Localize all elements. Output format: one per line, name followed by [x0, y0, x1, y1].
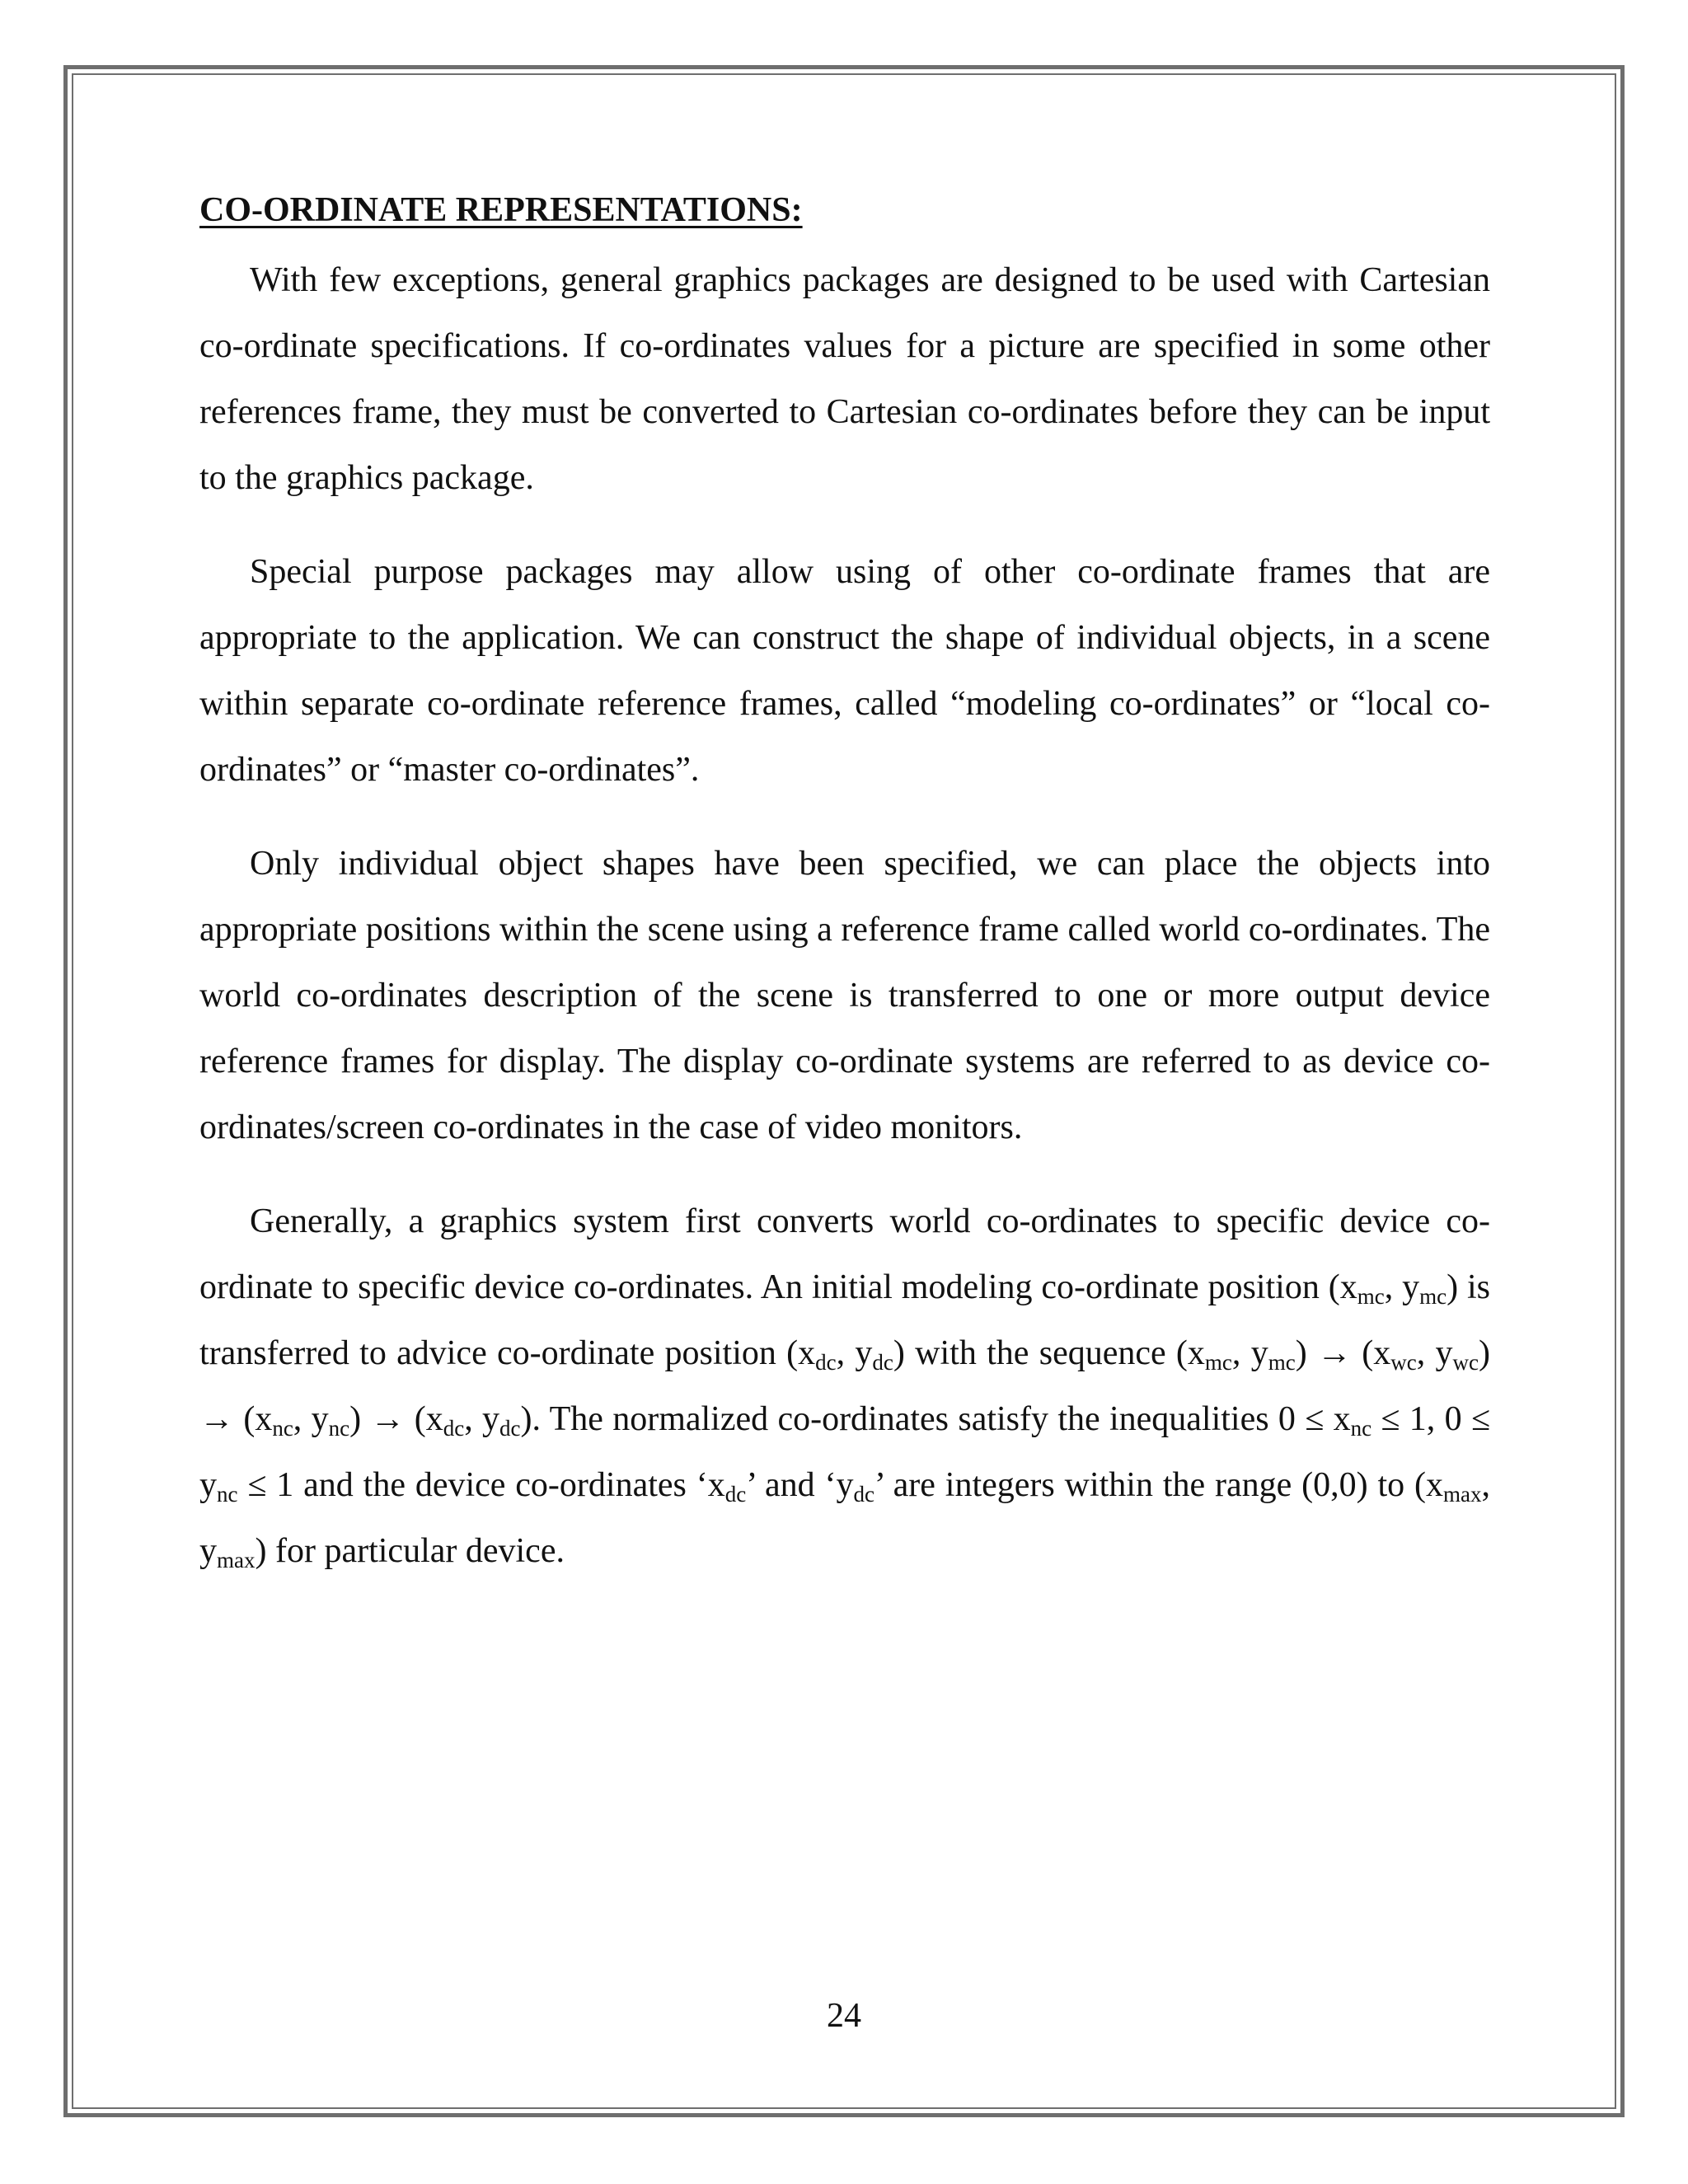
paragraph-3: Only individual object shapes have been specified, we can place the objects into appropriate positions within the scene using a reference frame called world co-ordinates. The world co-ordinates description of the scene is transferred to one or more output device reference frames for display. The display co-ordinate systems are referred to as device co-ordinates/screen co-ordinates in the case of video monitors. — [199, 844, 1490, 1146]
math-subscript: mc — [1268, 1349, 1296, 1375]
math-subscript: dc — [724, 1481, 747, 1507]
math-subscript: nc — [1350, 1415, 1372, 1441]
text-run: , — [1416, 1333, 1436, 1372]
math-var: x — [1373, 1333, 1391, 1372]
math-var: x — [707, 1465, 725, 1504]
math-subscript: mc — [1419, 1283, 1447, 1309]
math-subscript: wc — [1390, 1349, 1417, 1375]
math-var: x — [798, 1333, 816, 1372]
math-subscript: max — [217, 1547, 256, 1572]
math-subscript: dc — [443, 1415, 465, 1441]
paragraph-1: With few exceptions, general graphics packages are designed to be used with Cartesian co-ordinate specifications. If co-ordinates values for a picture are specified in some other references frame, they must be converted to Cartesian co-ordinates before they can be input to the graphics package. — [199, 260, 1490, 497]
math-var: y — [482, 1399, 500, 1438]
text-run: , — [1481, 1465, 1490, 1504]
math-var: y — [199, 1531, 217, 1570]
text-run: ≤ 1 and the device co-ordinates ‘ — [237, 1465, 708, 1504]
page-number: 24 — [827, 1997, 861, 2035]
math-subscript: mc — [1357, 1283, 1385, 1309]
section-heading: CO-ORDINATE REPRESENTATIONS: — [199, 191, 803, 229]
math-var: y — [836, 1465, 854, 1504]
text-run: ). The normalized co-ordinates satisfy the inequalities 0 ≤ — [520, 1399, 1334, 1438]
math-subscript: dc — [872, 1349, 893, 1375]
paragraph-4 — [199, 1188, 1490, 1584]
math-var: y — [199, 1465, 217, 1504]
math-subscript: nc — [272, 1415, 293, 1441]
math-var: x — [1426, 1465, 1443, 1504]
math-var: x — [425, 1399, 443, 1438]
text-run: , — [293, 1399, 312, 1438]
math-var: y — [1250, 1333, 1268, 1372]
math-subscript: wc — [1452, 1349, 1479, 1375]
text-run: , — [1384, 1268, 1403, 1306]
text-run: ) → ( — [199, 1333, 1491, 1438]
math-subscript: dc — [853, 1481, 874, 1507]
page-content — [199, 185, 1490, 1612]
paragraph-2: Special purpose packages may allow using of other co-ordinate frames that are appropriate to the application. We can construct the shape of individual objects, in a scene within separate co-ordinate reference frames, called “modeling co-ordinates” or “local co-ordinates” or “master co-ordinates”. — [199, 552, 1490, 789]
math-var: x — [1187, 1333, 1205, 1372]
text-run: ) is transferred to advice co-ordinate position ( — [199, 1268, 1491, 1372]
text-run: Generally, a graphics system first converts world co-ordinates to specific device co-ordinate to specific device co-ordinates. An initial modeling co-ordinate position ( — [199, 1202, 1490, 1306]
math-var: x — [1339, 1268, 1357, 1306]
math-var: x — [1333, 1399, 1351, 1438]
math-var: y — [1402, 1268, 1420, 1306]
math-subscript: max — [1443, 1481, 1482, 1507]
math-subscript: nc — [217, 1481, 238, 1507]
math-var: x — [255, 1399, 273, 1438]
text-run: ’ and ‘ — [746, 1465, 837, 1504]
text-run: ’ are integers within the range (0,0) to ( — [874, 1465, 1426, 1504]
math-subscript: dc — [815, 1349, 837, 1375]
math-var: y — [855, 1333, 873, 1372]
text-run: ≤ 1, 0 ≤ — [1372, 1399, 1490, 1438]
text-run: , — [464, 1399, 483, 1438]
math-subscript: nc — [328, 1415, 350, 1441]
text-run: , — [836, 1333, 856, 1372]
text-run: ) with the sequence ( — [893, 1333, 1188, 1372]
math-var: y — [311, 1399, 329, 1438]
text-run: , — [1231, 1333, 1251, 1372]
text-run: ) for particular device. — [255, 1531, 565, 1570]
math-subscript: dc — [499, 1415, 521, 1441]
text-run: ) → ( — [349, 1399, 426, 1438]
math-subscript: mc — [1204, 1349, 1232, 1375]
math-var: y — [1435, 1333, 1453, 1372]
text-run: ) → ( — [1295, 1333, 1374, 1372]
